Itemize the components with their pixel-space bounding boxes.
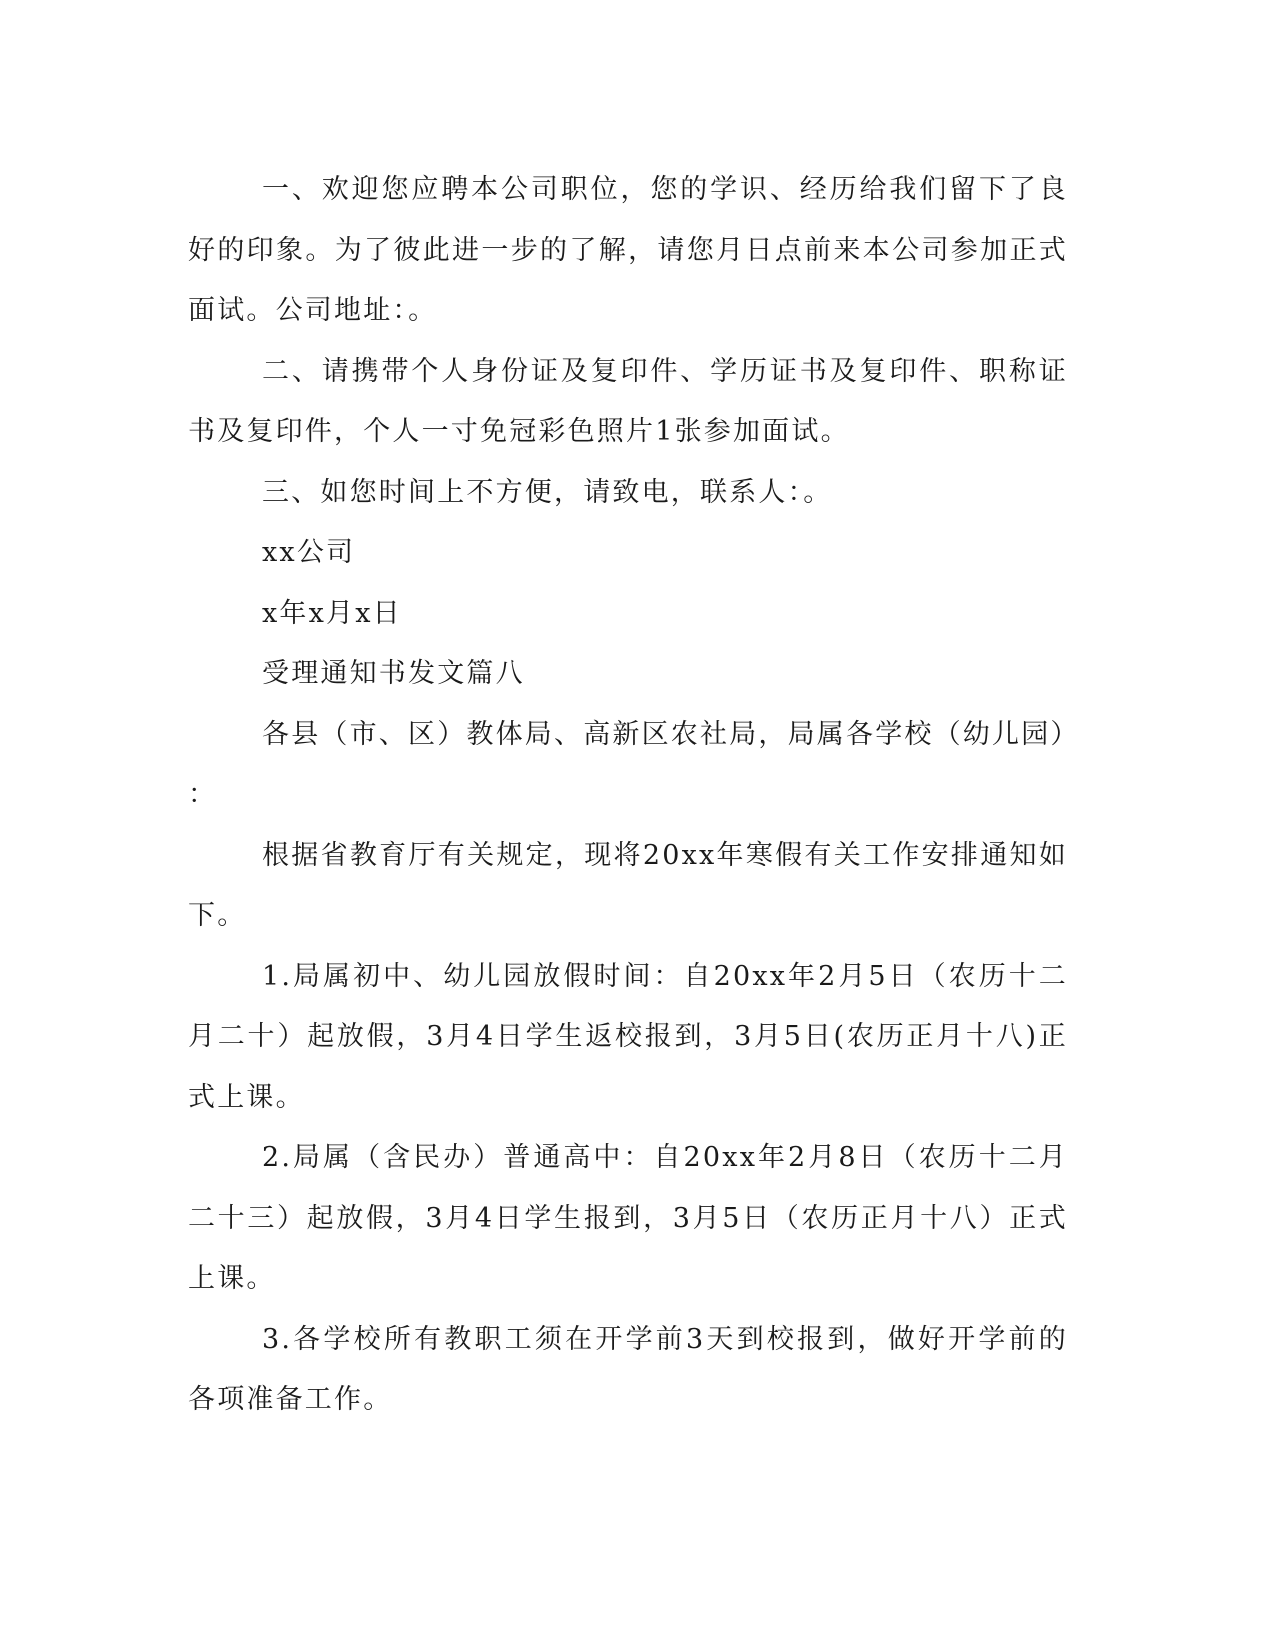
paragraph-intro: 根据省教育厅有关规定，现将20xx年寒假有关工作安排通知如下。 [188,839,1068,931]
paragraph-documents-required: 二、请携带个人身份证及复印件、学历证书及复印件、职称证书及复印件，个人一寸免冠彩色照片1张参加面试。 [188,355,1068,447]
signature-date: x年x月x日 [262,597,402,629]
paragraph-contact: 三、如您时间上不方便，请致电，联系人：。 [262,476,833,508]
addressee-line: 各县（市、区）教体局、高新区农社局，局属各学校（幼儿园） [262,718,1080,750]
paragraph-item-2: 2.局属（含民办）普通高中：自20xx年2月8日（农历十二月二十三）起放假，3月4日学生报到，3月5日（农历正月十八）正式上课。 [188,1142,1068,1294]
document-body [188,160,1080,1431]
paragraph-item-1: 1.局属初中、幼儿园放假时间：自20xx年2月5日（农历十二月二十）起放假，3月4日学生返校报到，3月5日(农历正月十八)正式上课。 [188,960,1068,1113]
signature-company: xx公司 [262,537,356,568]
section-heading: 受理通知书发文篇八 [262,658,525,689]
paragraph-interview-invitation: 一、欢迎您应聘本公司职位，您的学识、经历给我们留下了良好的印象。为了彼此进一步的了解，请您月日点前来本公司参加正式面试。公司地址：。 [188,174,1068,326]
addressee-colon: ： [188,779,218,810]
paragraph-item-3: 3.各学校所有教职工须在开学前3天到校报到，做好开学前的各项准备工作。 [188,1323,1068,1415]
